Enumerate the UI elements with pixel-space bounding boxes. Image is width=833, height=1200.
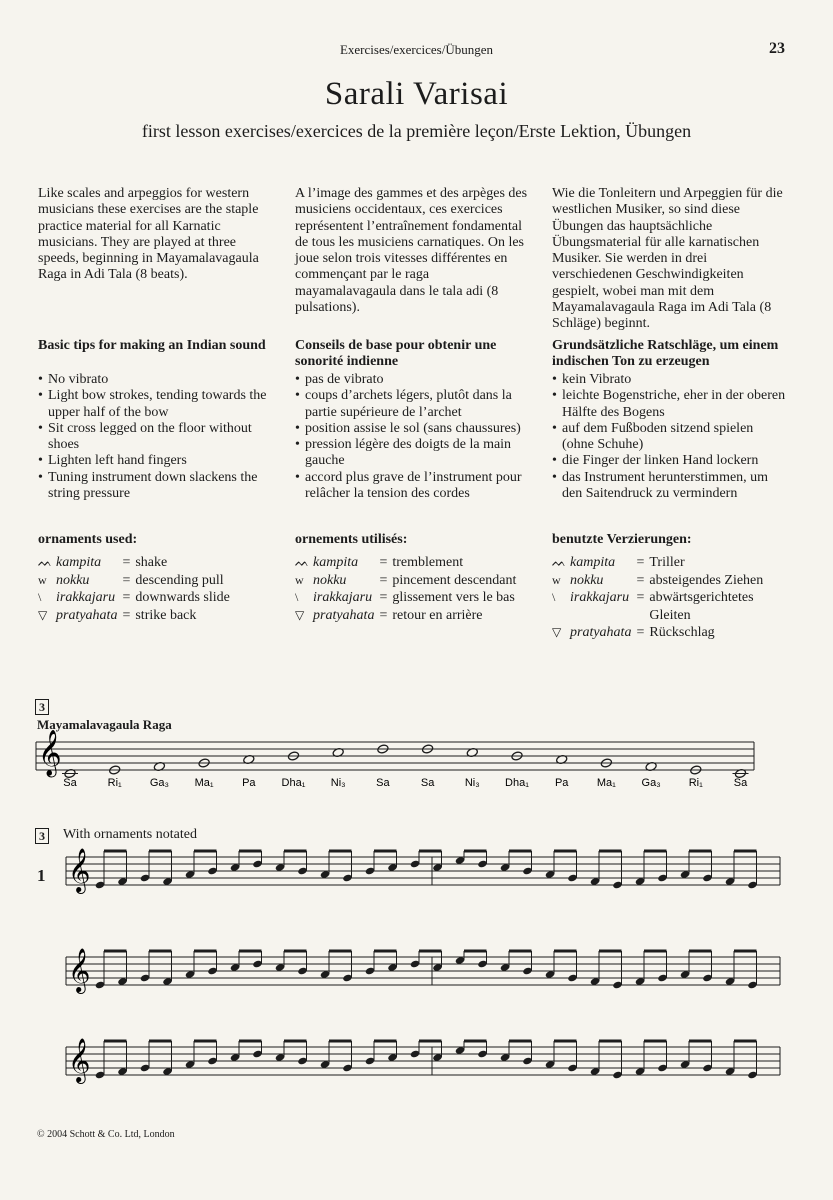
swara-label: Ri₁ <box>688 777 703 789</box>
ornament-name: irakkajaru <box>313 590 373 605</box>
tip-item: • pas de vibrato <box>295 372 530 388</box>
kampita-symbol-icon: ᨓ <box>38 555 53 569</box>
swara-label: Sa <box>420 777 435 789</box>
kampita-symbol-icon: ᨓ <box>552 555 567 569</box>
ornament-meaning: downwards slide <box>135 590 230 605</box>
treble-clef-icon: 𝄞 <box>68 948 91 992</box>
swara-label: Ni₃ <box>330 777 346 789</box>
swara-label: Dha₁ <box>505 777 529 789</box>
raga-label: Mayamalavagaula Raga <box>37 717 172 732</box>
ornament-name: pratyahata <box>56 607 118 623</box>
ornament-meaning: pincement descendant <box>392 572 517 588</box>
intro-text: A l’image des gammes et des arpèges des musiciens occidentaux, ces exercices représentent l’entraînement fondamental de tous les musiciens carnatiques. On les joue selon trois vitesses différentes en commençant par le raga mayamalavagaula dans le tala adi (8 pulsations). <box>295 186 528 316</box>
ornament-meaning: tremblement <box>392 555 464 570</box>
swara-labels <box>63 777 748 789</box>
ornament-row: ᨓ kampita = shake <box>38 554 230 572</box>
ornament-row: \ irakkajaru = abwärtsgerichtetes Gleiten <box>552 589 787 624</box>
ornament-meaning: descending pull <box>135 572 224 588</box>
swara-label: Pa <box>242 777 256 789</box>
page-number: 23 <box>769 40 785 57</box>
swara-label: Ni₃ <box>464 777 480 789</box>
column-french <box>295 186 530 623</box>
exercise-box-number: 3 <box>35 699 49 715</box>
irakkajaru-symbol-icon: \ <box>38 590 42 604</box>
pratyahata-symbol-icon: ▽ <box>295 607 305 622</box>
line-number: 1 <box>37 866 46 885</box>
ornament-meaning: strike back <box>135 607 197 623</box>
ornament-row: ▽ pratyahata = retour en arrière <box>295 607 516 625</box>
clefs <box>68 848 90 1084</box>
tip-item: • das Instrument herunterstimmen, um den Saitendruck zu vermindern <box>552 470 787 503</box>
ornament-meaning: absteigendes Ziehen <box>649 572 764 588</box>
ornament-row: \ irakkajaru = downwards slide <box>38 590 230 605</box>
pratyahata-symbol-icon: ▽ <box>38 607 48 622</box>
swara-label: Ma₁ <box>596 777 616 789</box>
tip-item: • Light bow strokes, tending towards the upper half of the bow <box>38 388 273 421</box>
kampita-symbol-icon: ᨓ <box>295 555 310 569</box>
ornament-row: w nokku = descending pull <box>38 572 230 590</box>
treble-clef-icon: 𝄞 <box>68 1038 91 1082</box>
ornaments-table <box>38 554 230 624</box>
tips-heading: Conseils de base pour obtenir une sonorité indienne <box>295 338 497 370</box>
exercise-box-number-2: 3 <box>35 828 49 844</box>
swara-label: Dha₁ <box>281 777 306 789</box>
ornament-row: ▽ pratyahata = Rückschlag <box>552 624 787 642</box>
ornaments-notated-label: With ornaments notated <box>63 827 197 842</box>
ornament-name: irakkajaru <box>56 590 116 605</box>
intro-text: Wie die Tonleitern und Arpeggien für die westlichen Musiker, so sind diese Übungen das hauptsächliche Übungsmaterial für alle karnatischen Musiker. Sie werden in drei verschiedenen Geschwindigkeiten gespielt, wobei man mit dem Mayamalavagaula Raga im Adi Tala (8 Schläge) beginnt. <box>552 186 783 332</box>
swara-label: Sa <box>63 777 77 789</box>
irakkajaru-symbol-icon: \ <box>295 590 299 604</box>
ornament-meaning: shake <box>135 555 168 570</box>
tips-list <box>295 372 530 502</box>
tip-item: • Lighten left hand fingers <box>38 453 273 469</box>
ornament-name: pratyahata <box>313 607 375 623</box>
ornament-row: ▽ pratyahata = strike back <box>38 607 230 625</box>
nokku-symbol-icon: w <box>295 572 304 587</box>
ornament-row: w nokku = pincement descendant <box>295 572 517 588</box>
tip-item: • die Finger der linken Hand lockern <box>552 453 787 469</box>
nokku-symbol-icon: w <box>552 572 561 587</box>
ornament-name: nokku <box>570 572 604 588</box>
running-title: Exercises/exercices/Übungen <box>339 42 494 57</box>
raga-scale-staff <box>0 730 833 800</box>
ornaments-table <box>295 554 516 624</box>
swara-label: Ga₃ <box>149 777 169 789</box>
ornaments-heading: ornaments used: <box>38 532 138 547</box>
pratyahata-symbol-icon: ▽ <box>552 625 562 639</box>
tips-heading: Basic tips for making an Indian sound <box>38 338 266 353</box>
tips-list <box>38 372 273 502</box>
ornament-name: pratyahata <box>570 625 632 640</box>
tips-heading: Grundsätzliche Ratschläge, um einem indischen Ton zu erzeugen <box>552 338 779 370</box>
ornament-row: ᨓ kampita = Triller <box>552 554 787 572</box>
column-english <box>38 186 273 623</box>
ornaments-table <box>552 554 787 642</box>
swara-label: Ma₁ <box>194 777 214 789</box>
ornament-meaning: abwärtsgerichtetes Gleiten <box>649 590 754 623</box>
tips-list <box>552 372 787 502</box>
ornament-name: irakkajaru <box>570 590 630 605</box>
swara-label: Ga₃ <box>641 777 661 789</box>
copyright-notice: © 2004 Schott & Co. Ltd, London <box>37 1129 175 1140</box>
ornament-name: nokku <box>313 572 347 588</box>
irakkajaru-symbol-icon: \ <box>552 590 556 604</box>
tip-item: • No vibrato <box>38 372 273 388</box>
tip-item: • Tuning instrument down slackens the string pressure <box>38 470 273 503</box>
intro-text: Like scales and arpeggios for western musicians these exercises are the staple practice material for all Karnatic musicians. They are played at three speeds, beginning in Mayamalavagaula Raga in Adi Tala (8 beats). <box>38 186 259 283</box>
ornament-meaning: Triller <box>649 555 685 570</box>
ornament-row: w nokku = absteigendes Ziehen <box>552 572 787 590</box>
page-title: Sarali Varisai <box>324 76 509 112</box>
tip-item: • coups d’archets légers, plutôt dans la partie supérieure de l’archet <box>295 388 530 421</box>
ornament-name: kampita <box>570 555 616 570</box>
swara-label: Sa <box>376 777 390 789</box>
tip-item: • kein Vibrato <box>552 372 787 388</box>
ornamented-staves <box>0 842 833 1112</box>
ornaments-heading: benutzte Verzierungen: <box>552 532 692 547</box>
tip-item: • auf dem Fußboden sitzend spielen (ohne Schuhe) <box>552 421 787 454</box>
swara-label: Pa <box>554 777 569 789</box>
swara-label: Ri₁ <box>107 777 122 789</box>
tip-item: • leichte Bogenstriche, eher in der oberen Hälfte des Bogens <box>552 388 787 421</box>
ornaments-heading: ornements utilisés: <box>295 532 408 547</box>
treble-clef-icon: 𝄞 <box>68 848 91 892</box>
tip-item: • position assise le sol (sans chaussures) <box>295 421 530 437</box>
ornament-meaning: Rückschlag <box>649 625 715 640</box>
ornament-row: \ irakkajaru = glissement vers le bas <box>295 590 515 605</box>
running-header <box>0 40 833 60</box>
ornament-meaning: retour en arrière <box>392 607 483 623</box>
ornament-name: nokku <box>56 572 90 588</box>
ornament-row: ᨓ kampita = tremblement <box>295 554 516 572</box>
ornament-name: kampita <box>313 555 359 570</box>
tip-item: • pression légère des doigts de la main gauche <box>295 437 530 470</box>
tip-item: • Sit cross legged on the floor without shoes <box>38 421 273 454</box>
treble-clef-icon: 𝄞 <box>38 730 62 776</box>
tip-item: • accord plus grave de l’instrument pour relâcher la tension des cordes <box>295 470 530 503</box>
column-german <box>552 186 787 640</box>
ornament-name: kampita <box>56 555 102 570</box>
ornament-meaning: glissement vers le bas <box>392 590 515 605</box>
nokku-symbol-icon: w <box>38 572 47 587</box>
page-subtitle: first lesson exercises/exercices de la première leçon/Erste Lektion, Übungen <box>141 121 692 141</box>
swara-label: Sa <box>733 777 748 789</box>
